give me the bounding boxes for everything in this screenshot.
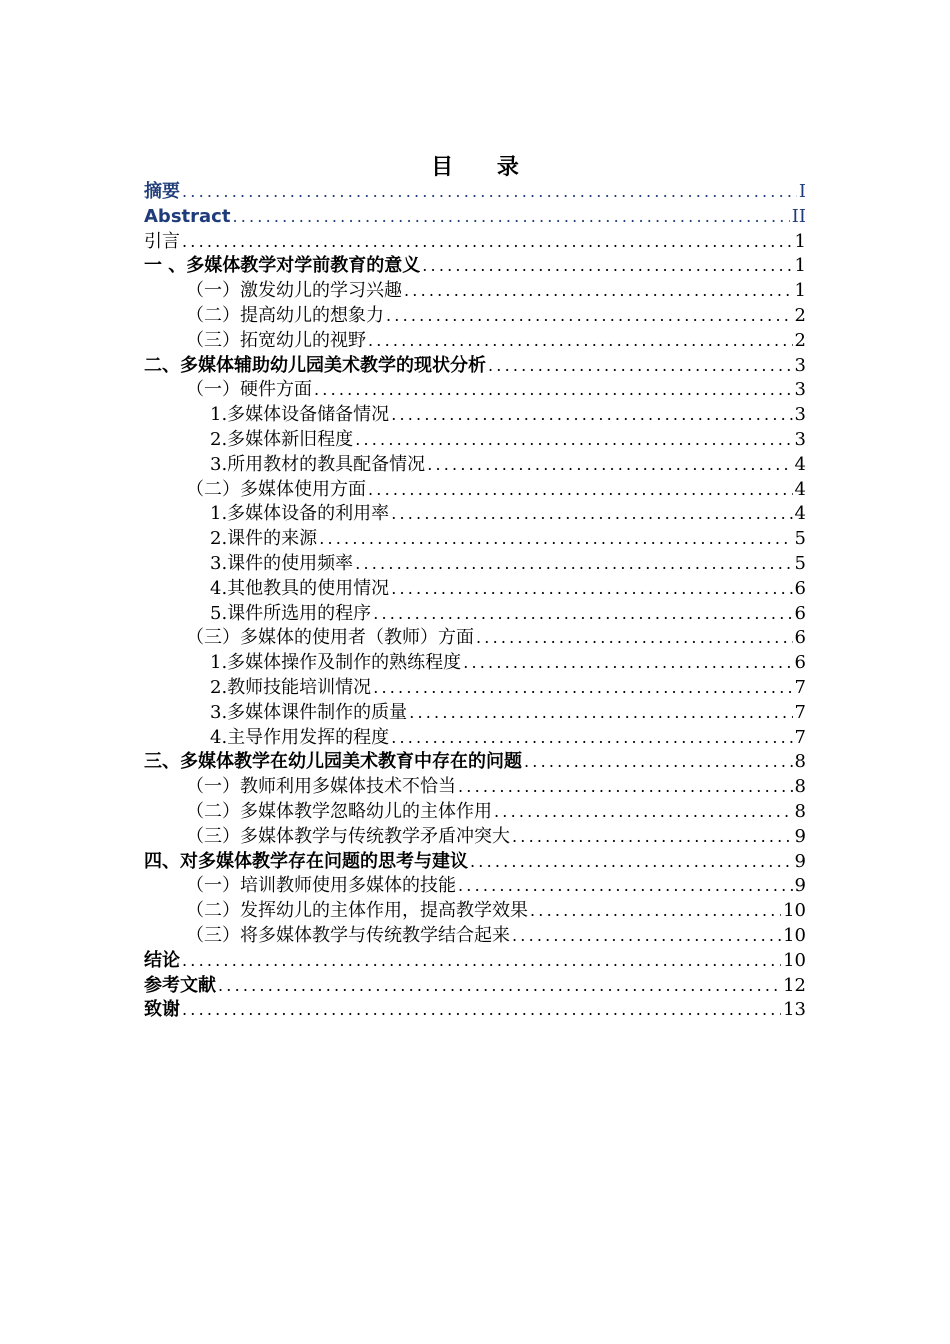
toc-entry[interactable] [144,230,806,255]
table-of-contents [144,180,806,1023]
toc-entry-label: （三）将多媒体教学与传统教学结合起来 [186,924,510,946]
toc-entry[interactable] [144,205,806,230]
dot-leader [355,552,792,577]
toc-entry-label: 2.课件的来源 [210,528,318,550]
dot-leader [391,726,792,751]
toc-entry-page: 10 [783,949,806,971]
toc-entry[interactable] [144,502,806,527]
toc-entry-page: I [798,181,806,202]
toc-entry-page: 8 [794,751,806,773]
toc-entry-page: 6 [794,652,806,674]
toc-entry[interactable] [144,453,806,478]
toc-entry[interactable] [144,403,806,428]
toc-entry[interactable] [144,850,806,875]
toc-entry-page: 4 [794,503,806,525]
toc-entry-page: 3 [794,379,806,401]
toc-entry-page: 6 [794,577,806,599]
toc-entry-label: 2.多媒体新旧程度 [210,428,354,450]
toc-entry-label: 3.多媒体课件制作的质量 [210,701,408,723]
toc-entry-page: 5 [794,552,806,574]
toc-entry[interactable] [144,775,806,800]
toc-entry-label: 1.多媒体操作及制作的熟练程度 [210,652,462,674]
dot-leader [427,453,792,478]
toc-entry-page: 3 [794,428,806,450]
toc-entry-page: 4 [794,478,806,500]
toc-entry-page: 2 [794,329,806,351]
toc-entry-label: 3.所用教材的教具配备情况 [210,453,426,475]
dot-leader [386,304,793,329]
toc-entry[interactable] [144,180,806,205]
toc-entry-label: 一 、多媒体教学对学前教育的意义 [144,255,421,277]
dot-leader [391,577,792,602]
dot-leader [314,378,793,403]
toc-entry-label: 3.课件的使用频率 [210,552,354,574]
toc-entry[interactable] [144,750,806,775]
toc-entry[interactable] [144,552,806,577]
toc-entry[interactable] [144,974,806,999]
toc-entry-page: 6 [794,602,806,624]
dot-leader [182,998,781,1023]
dot-leader [404,279,793,304]
dot-leader [182,949,781,974]
toc-entry-label: 三、多媒体教学在幼儿园美术教育中存在的问题 [144,751,522,773]
dot-leader [524,750,793,775]
toc-entry-page: 8 [794,776,806,798]
toc-entry-label: （一）激发幼儿的学习兴趣 [186,280,402,302]
toc-entry-page: 4 [794,453,806,475]
toc-entry[interactable] [144,254,806,279]
toc-entry[interactable] [144,279,806,304]
dot-leader [391,403,792,428]
toc-entry[interactable] [144,800,806,825]
dot-leader [470,850,793,875]
dot-leader [422,254,792,279]
toc-entry-label: （一）教师利用多媒体技术不恰当 [186,776,456,798]
toc-entry-page: II [791,205,806,227]
toc-entry-page: 10 [783,924,806,946]
toc-entry-page: 13 [783,999,806,1021]
dot-leader [488,354,793,379]
toc-entry[interactable] [144,825,806,850]
toc-entry[interactable] [144,329,806,354]
toc-entry-page: 7 [794,676,806,698]
toc-entry-label: 四、对多媒体教学存在问题的思考与建议 [144,850,468,872]
dot-leader [512,825,793,850]
toc-entry[interactable] [144,626,806,651]
toc-entry[interactable] [144,428,806,453]
toc-entry-label: 引言 [144,230,180,252]
toc-entry-label: （一）硬件方面 [186,379,312,401]
toc-entry[interactable] [144,304,806,329]
toc-entry-page: 1 [794,230,806,252]
toc-entry-label: 4.主导作用发挥的程度 [210,726,390,748]
toc-entry-label: Abstract [144,205,231,227]
toc-entry-label: （二）提高幼儿的想象力 [186,304,384,326]
toc-entry-page: 1 [794,280,806,302]
toc-entry-page: 9 [794,850,806,872]
dot-leader [373,602,792,627]
dot-leader [319,527,792,552]
toc-entry-page: 3 [794,354,806,376]
toc-entry[interactable] [144,899,806,924]
toc-entry-page: 8 [794,800,806,822]
dot-leader [368,329,793,354]
dot-leader [530,899,781,924]
toc-entry[interactable] [144,924,806,949]
toc-entry[interactable] [144,378,806,403]
toc-title: 目 录 [431,155,537,180]
toc-entry-label: （一）培训教师使用多媒体的技能 [186,875,456,897]
toc-entry-label: 致谢 [144,999,180,1021]
toc-entry-label: （三）多媒体教学与传统教学矛盾冲突大 [186,825,510,847]
toc-entry[interactable] [144,726,806,751]
toc-entry-label: （二）多媒体使用方面 [186,478,366,500]
toc-entry[interactable] [144,874,806,899]
toc-entry[interactable] [144,651,806,676]
toc-entry-label: （三）多媒体的使用者（教师）方面 [186,627,474,649]
toc-entry-page: 9 [794,825,806,847]
dot-leader [391,502,792,527]
toc-entry-label: 摘要 [144,181,180,202]
dot-leader [494,800,793,825]
toc-entry-label: 2.教师技能培训情况 [210,676,372,698]
dot-leader [463,651,792,676]
dot-leader [232,205,789,230]
dot-leader [458,775,793,800]
toc-entry[interactable] [144,527,806,552]
toc-entry-page: 9 [794,875,806,897]
toc-entry-label: （二）发挥幼儿的主体作用，提高教学效果 [186,900,528,922]
dot-leader [355,428,792,453]
dot-leader [182,180,797,205]
toc-entry[interactable] [144,478,806,503]
toc-entry[interactable] [144,577,806,602]
toc-entry[interactable] [144,998,806,1023]
dot-leader [182,230,793,255]
toc-entry-label: 参考文献 [144,974,216,996]
dot-leader [368,478,793,503]
toc-entry-page: 5 [794,528,806,550]
dot-leader [373,676,792,701]
dot-leader [458,874,793,899]
toc-entry-page: 2 [794,304,806,326]
toc-entry[interactable] [144,602,806,627]
toc-entry[interactable] [144,701,806,726]
dot-leader [218,974,781,999]
toc-entry-page: 10 [783,900,806,922]
dot-leader [409,701,792,726]
toc-entry-label: 1.多媒体设备的利用率 [210,503,390,525]
dot-leader [476,626,793,651]
toc-entry[interactable] [144,949,806,974]
toc-entry-page: 1 [794,255,806,277]
toc-entry-label: 1.多媒体设备储备情况 [210,404,390,426]
toc-entry-label: 二、多媒体辅助幼儿园美术教学的现状分析 [144,354,486,376]
toc-entry-page: 6 [794,627,806,649]
toc-entry-page: 7 [794,701,806,723]
toc-entry-label: 结论 [144,949,180,971]
toc-entry-label: 5.课件所选用的程序 [210,602,372,624]
toc-entry-page: 3 [794,404,806,426]
toc-entry[interactable] [144,676,806,701]
toc-entry-label: （二）多媒体教学忽略幼儿的主体作用 [186,800,492,822]
toc-entry[interactable] [144,354,806,379]
dot-leader [512,924,781,949]
toc-entry-label: （三）拓宽幼儿的视野 [186,329,366,351]
toc-entry-page: 12 [783,974,806,996]
toc-entry-page: 7 [794,726,806,748]
toc-entry-label: 4.其他教具的使用情况 [210,577,390,599]
